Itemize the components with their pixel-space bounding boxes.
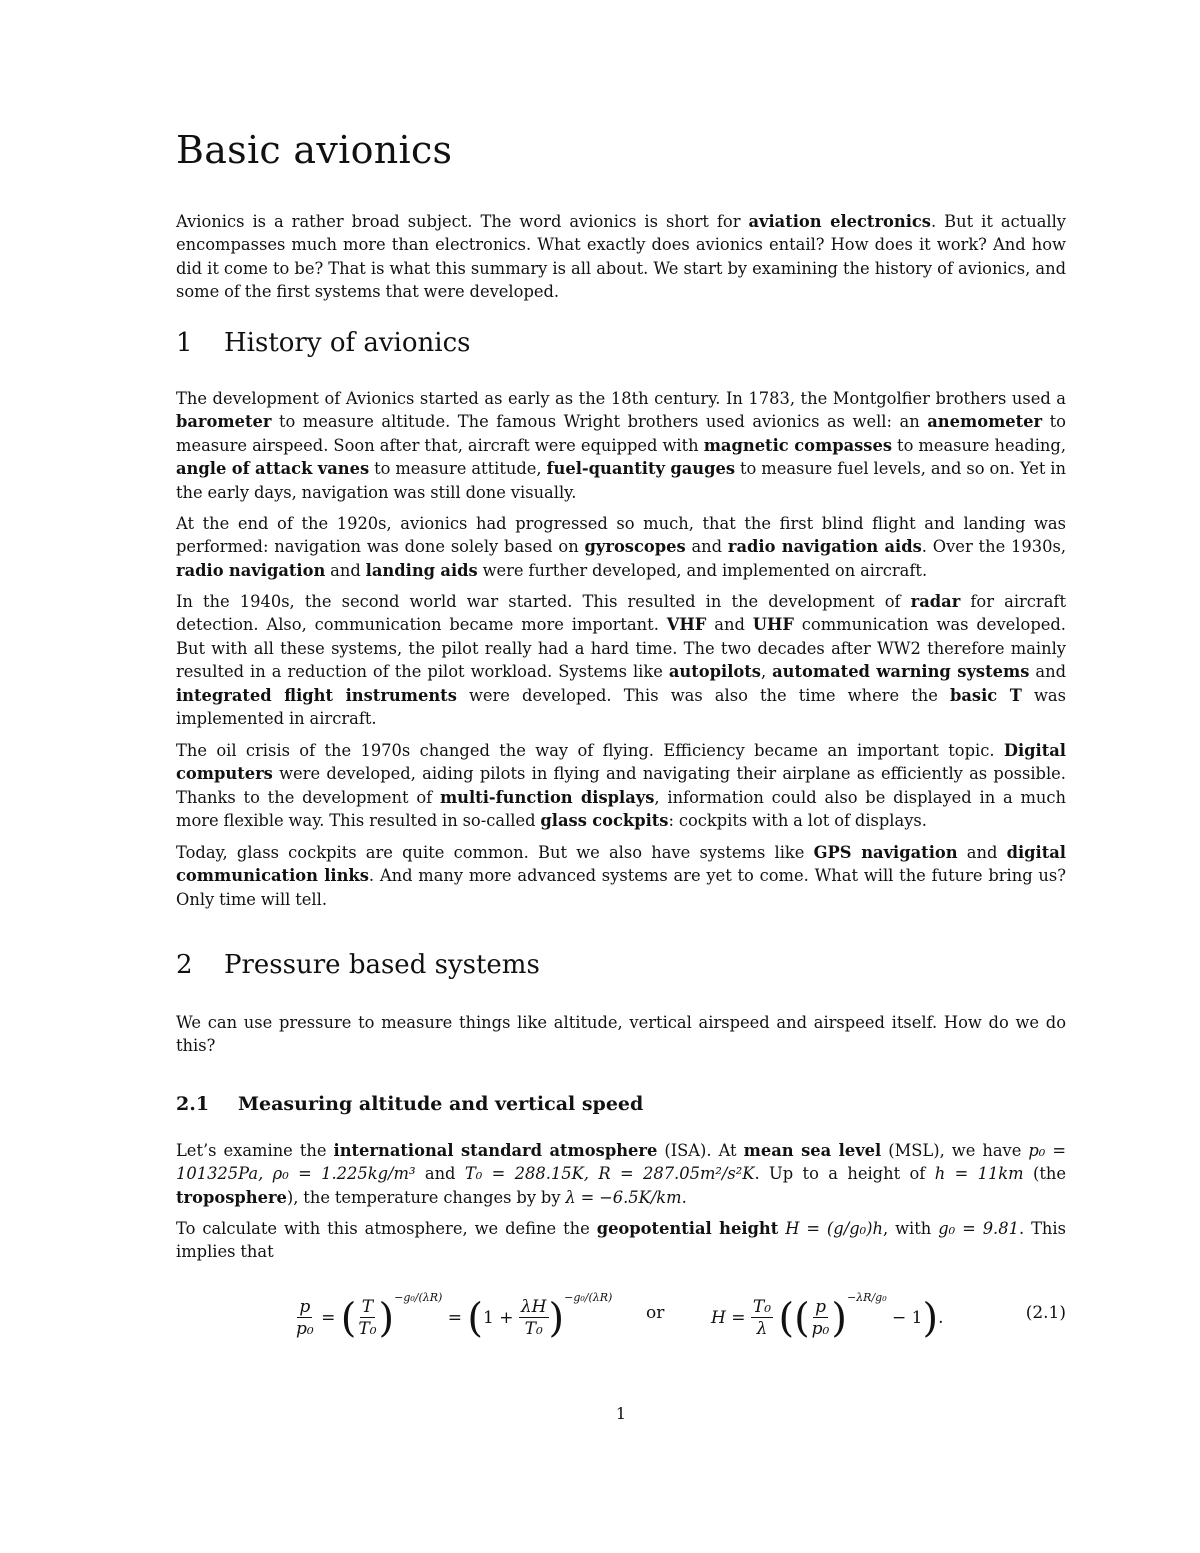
text-run: , with bbox=[882, 1219, 939, 1238]
equation-right: H = $\frac{\text{T₀}}{\lambda}$ (( $\frac{p}{\text{p₀}}$ )$^{-\lambda R/g_0}$ − 1). bbox=[711, 1291, 944, 1342]
denominator: p₀ bbox=[296, 1319, 314, 1339]
text-run: : cockpits with a lot of displays. bbox=[668, 811, 927, 831]
page-number: 1 bbox=[615, 1404, 627, 1423]
text-run: (ISA). At bbox=[657, 1141, 744, 1160]
text-run: and bbox=[415, 1164, 465, 1184]
bold-term: gyroscopes bbox=[584, 537, 686, 557]
bold-term: basic T bbox=[949, 685, 1022, 705]
text-run: were further developed, and implemented on aircraft. bbox=[477, 560, 928, 580]
bold-term: glass cockpits bbox=[540, 811, 669, 831]
subsection-title: Measuring altitude and vertical speed bbox=[238, 1093, 644, 1115]
left-paren: ( bbox=[340, 1295, 357, 1342]
right-paren: ) bbox=[548, 1295, 565, 1342]
document-title: Basic avionics bbox=[176, 128, 453, 172]
text-run: to measure airspeed. Soon after that, aircraft were equipped with bbox=[176, 412, 1066, 455]
bold-term: anemometer bbox=[927, 412, 1043, 432]
subsection-heading-2-1 bbox=[176, 1093, 1066, 1115]
text-run: was implemented in aircraft. bbox=[176, 685, 1066, 729]
bold-term: geopotential height bbox=[596, 1219, 779, 1238]
text-run: for aircraft detection. Also, communication became more important. bbox=[176, 592, 1066, 635]
text-run: Avionics is a rather broad subject. The word avionics is short for bbox=[176, 212, 749, 231]
equation-2-1 bbox=[176, 1283, 1066, 1353]
subsection-paragraph-2 bbox=[176, 1217, 1066, 1264]
numerator: p bbox=[299, 1297, 311, 1317]
equals-sign: = bbox=[447, 1308, 463, 1328]
section1-paragraph-5 bbox=[176, 841, 1066, 911]
one-plus: 1 + bbox=[483, 1308, 514, 1328]
text-run: Today, glass cockpits are quite common. But we also have systems like bbox=[176, 843, 814, 862]
left-paren: ( bbox=[778, 1295, 795, 1342]
bold-term: radio navigation bbox=[176, 560, 326, 580]
text-run: and bbox=[325, 560, 366, 580]
section1-paragraph-3 bbox=[176, 590, 1066, 730]
fraction-T-over-T0 bbox=[356, 1297, 378, 1340]
bold-term: fuel-quantity gauges bbox=[546, 459, 736, 479]
bold-term: integrated flight instruments bbox=[176, 685, 457, 705]
minus-one: − 1 bbox=[892, 1308, 923, 1328]
text-run: . This implies that bbox=[176, 1219, 1066, 1262]
subsection-number: 2.1 bbox=[176, 1093, 210, 1115]
section2-paragraph-1: We can use pressure to measure things like altitude, vertical airspeed and airspeed itself. How do we do this? bbox=[176, 1013, 1066, 1056]
right-paren: ) bbox=[922, 1295, 939, 1342]
numerator: p bbox=[815, 1297, 826, 1317]
bold-term: UHF bbox=[752, 615, 794, 635]
text-run: . Over the 1930s, bbox=[921, 537, 1066, 557]
text-run: Let’s examine the bbox=[176, 1141, 334, 1160]
bold-term: digital communication links bbox=[176, 843, 1066, 886]
denominator: T₀ bbox=[524, 1319, 543, 1339]
inline-math: λ = −6.5K/km bbox=[565, 1187, 682, 1207]
bold-term: angle of attack vanes bbox=[176, 459, 370, 479]
text-run: to measure altitude. The famous Wright brothers used avionics as well: an bbox=[271, 412, 928, 432]
equation-number: (2.1) bbox=[1025, 1303, 1066, 1323]
inline-math: p₀ = 101325Pa, ρ₀ = 1.225kg/m³ bbox=[176, 1141, 1066, 1184]
bold-term: barometer bbox=[176, 412, 272, 432]
bold-term: international standard atmosphere bbox=[333, 1141, 658, 1160]
bold-term: landing aids bbox=[365, 560, 478, 580]
text-run: , bbox=[760, 662, 773, 682]
bold-term: GPS navigation bbox=[813, 843, 958, 862]
inline-math: H = (g/g₀)h bbox=[785, 1219, 883, 1238]
denominator: T₀ bbox=[358, 1319, 377, 1339]
section-number: 2 bbox=[176, 950, 193, 980]
left-paren: ( bbox=[467, 1295, 484, 1342]
equation-left bbox=[294, 1291, 612, 1342]
text-run: ), the temperature changes by by bbox=[286, 1187, 566, 1207]
text-run: The oil crisis of the 1970s changed the way of flying. Efficiency became an important topic. bbox=[176, 741, 1004, 760]
intro-paragraph bbox=[176, 210, 1066, 304]
text-run: and bbox=[957, 843, 1007, 862]
text-run: At the end of the 1920s, avionics had progressed so much, that the first blind flight and landing was performed: navigation was done solely based on bbox=[176, 514, 1066, 557]
fraction-p-over-p0 bbox=[294, 1297, 316, 1340]
bold-term: troposphere bbox=[176, 1187, 287, 1207]
fraction-p-over-p0 bbox=[810, 1297, 832, 1340]
denominator: λ bbox=[756, 1319, 768, 1339]
section1-paragraph-1 bbox=[176, 387, 1066, 504]
bold-term: magnetic compasses bbox=[703, 435, 892, 455]
section-title: History of avionics bbox=[224, 328, 471, 358]
text-run: The development of Avionics started as early as the 18th century. In 1783, the Montgolfier brothers used a bbox=[176, 389, 1066, 408]
bold-term: VHF bbox=[666, 615, 707, 635]
text-run: were developed, aiding pilots in flying and navigating their airplane as efficiently as possible. Thanks to the development of bbox=[176, 764, 1066, 807]
bold-term: mean sea level bbox=[743, 1141, 882, 1160]
text-run: , information could also be displayed in a much more flexible way. This resulted in so-called bbox=[176, 787, 1066, 831]
text-run: . Up to a height of bbox=[754, 1164, 935, 1184]
text-run: and bbox=[1029, 662, 1066, 682]
bold-term: automated warning systems bbox=[772, 662, 1030, 682]
subsection-paragraph-1 bbox=[176, 1139, 1066, 1209]
right-paren: ) bbox=[831, 1295, 847, 1342]
fraction-lamH-over-T0 bbox=[519, 1297, 549, 1340]
right-paren: ) bbox=[378, 1295, 395, 1342]
text-run: and bbox=[685, 537, 728, 557]
section1-paragraph-2 bbox=[176, 512, 1066, 582]
numerator: T₀ bbox=[752, 1297, 772, 1317]
left-paren: ( bbox=[794, 1295, 810, 1342]
bold-term: autopilots bbox=[668, 662, 761, 682]
equals-sign: = bbox=[321, 1308, 336, 1328]
bold-term: aviation electronics bbox=[748, 212, 931, 231]
bold-term: Digital computers bbox=[176, 741, 1066, 784]
text-run: In the 1940s, the second world war started. This resulted in the development of bbox=[176, 592, 911, 611]
numerator: λH bbox=[520, 1297, 547, 1317]
bold-term: radar bbox=[910, 592, 961, 611]
bold-term: multi-function displays bbox=[439, 787, 655, 807]
H-equals: H = bbox=[711, 1308, 746, 1328]
bold-term: radio navigation aids bbox=[727, 537, 922, 557]
section-heading-1 bbox=[176, 328, 1066, 358]
inline-math: g₀ = 9.81 bbox=[938, 1219, 1019, 1238]
text-run: to measure heading, bbox=[892, 435, 1067, 455]
inline-math: T₀ = 288.15K, R = 287.05m²/s²K bbox=[464, 1164, 755, 1184]
text-run: . bbox=[681, 1187, 687, 1207]
text-run: to measure attitude, bbox=[369, 459, 547, 479]
exponent: −λR/g₀ bbox=[846, 1291, 887, 1304]
text-run: . But it actually encompasses much more than electronics. What exactly does avionics entail? How does it work? And how did it come to be? That is what this summary is all about. We start by examining the history of avionics, and some of the first systems that were developed. bbox=[176, 212, 1067, 302]
exponent: −g₀/(λR) bbox=[394, 1291, 443, 1304]
text-run: To calculate with this atmosphere, we define the bbox=[176, 1219, 597, 1238]
section-title: Pressure based systems bbox=[224, 950, 540, 980]
numerator: T bbox=[361, 1297, 374, 1317]
text-run: communication was developed. But with all these systems, the pilot really had a hard time. The two decades after WW2 therefore mainly resulted in a reduction of the pilot workload. Systems like bbox=[176, 615, 1066, 682]
exponent: −g₀/(λR) bbox=[564, 1291, 613, 1304]
section1-paragraph-4 bbox=[176, 739, 1066, 833]
text-run: were developed. This was also the time where the bbox=[456, 685, 950, 705]
text-run: (MSL), we have bbox=[881, 1141, 1029, 1160]
text-run: . And many more advanced systems are yet to come. What will the future bring us? Only time will tell. bbox=[176, 866, 1067, 909]
text-run: and bbox=[706, 615, 753, 635]
text-run: to measure fuel levels, and so on. Yet in the early days, navigation was still done visually. bbox=[176, 459, 1066, 502]
fraction-T0-over-lambda bbox=[751, 1297, 773, 1340]
denominator: p₀ bbox=[811, 1319, 830, 1339]
inline-math: h = 11km bbox=[934, 1164, 1024, 1184]
section-heading-2 bbox=[176, 950, 1066, 980]
equation-or: or bbox=[646, 1303, 665, 1323]
text-run: (the bbox=[1023, 1164, 1067, 1184]
section-number: 1 bbox=[176, 328, 193, 358]
